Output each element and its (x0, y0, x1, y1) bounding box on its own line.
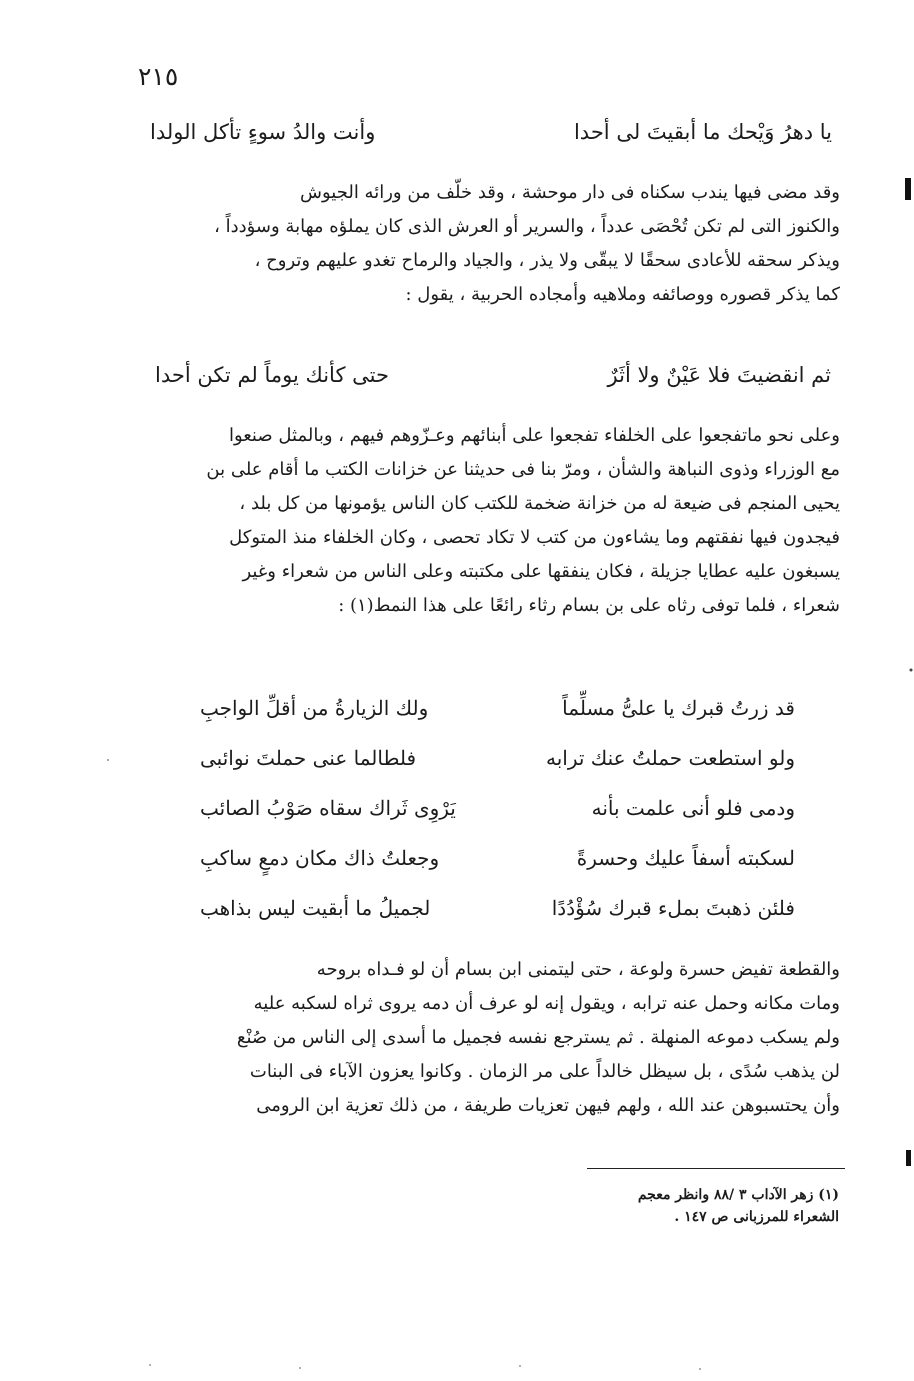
paragraph-3-line: ومات مكانه وحمل عنه ترابه ، ويقول إنه لو عرف أن دمه يروى ثراه لسكبه عليه (253, 993, 840, 1014)
verse-middle (155, 360, 831, 390)
paragraph-3-line: ولم يسكب دموعه المنهلة . ثم يسترجع نفسه فجميل ما أسدى إلى الناس من صُنْع (236, 1027, 840, 1048)
verse-top-first-hemistich: يا دهرُ وَيْحك ما أبقيتَ لى أحدا (573, 120, 832, 144)
poem-verse (200, 793, 795, 843)
verse-top (150, 117, 832, 147)
poem-verse (200, 893, 795, 943)
poem-first-hemistich: قد زرتُ قبرك يا علىُّ مسلِّماً (562, 696, 795, 720)
paragraph-3-line: وأن يحتسبوهن عند الله ، ولهم فيهن تعزيات طريفة ، من ذلك تعزية ابن الرومى (256, 1095, 840, 1116)
paragraph-3-line: والقطعة تفيض حسرة ولوعة ، حتى ليتمنى ابن بسام أن لو فـداه بروحه (316, 959, 840, 980)
poem-first-hemistich: ودمى فلو أنى علمت بأنه (591, 796, 795, 820)
paragraph-1-line: والكنوز التى لم تكن تُحْصَى عدداً ، والسرير أو العرش الذى كان يملؤه مهابة وسؤدداً ، (214, 216, 840, 237)
verse-middle-first-hemistich: ثم انقضيتَ فلا عَيْنٌ ولا أثَرٌ (607, 363, 831, 387)
poem-verse (200, 843, 795, 893)
paragraph-2-line: يحيى المنجم فى ضيعة له من خزانة ضخمة للكتب كان الناس يؤمونها من كل بلد ، (239, 493, 840, 514)
footnote-line: الشعراء للمرزبانى ص ١٤٧ . (674, 1209, 839, 1225)
footnote (638, 1184, 839, 1228)
poem-verse (200, 743, 795, 793)
paragraph-2-line: شعراء ، فلما توفى رثاه على بن بسام رثاء رائعًا على هذا النمط(١) : (338, 595, 840, 616)
paragraph-2-line: فيجدون فيها نفقتهم وما يشاءون من كتب لا تكاد تحصى ، وكان الخلفاء منذ المتوكل (229, 527, 840, 548)
paragraph-2 (157, 419, 840, 623)
verse-middle-second-hemistich: حتى كأنك يوماً لم تكن أحدا (155, 363, 389, 387)
poem-second-hemistich: فلطالما عنى حملتَ نوائبى (200, 746, 417, 770)
footnote-divider (587, 1168, 845, 1169)
poem-first-hemistich: لسكبته أسفاً عليك وحسرةً (576, 846, 795, 870)
poem-second-hemistich: يَرْوِى ثَراك سقاه صَوْبُ الصائب (200, 796, 456, 820)
verse-top-second-hemistich: وأنت والدُ سوءٍ تأكل الولدا (150, 120, 376, 144)
page-number: ٢١٥ (138, 62, 179, 91)
poem-second-hemistich: لجميلُ ما أبقيت ليس بذاهب (200, 896, 431, 920)
paragraph-1-line: ويذكر سحقه للأعادى سحقًا لا يبقّى ولا يذر ، والجياد والرماح تغدو عليهم وتروح ، (254, 250, 840, 271)
poem-verse (200, 693, 795, 743)
poem-second-hemistich: ولك الزيارةُ من أقلِّ الواجبِ (200, 696, 429, 720)
poem-first-hemistich: فلئن ذهبتَ بملء قبرك سُؤْدُدًا (551, 896, 795, 920)
paragraph-2-line: مع الوزراء وذوى النباهة والشأن ، ومرّ بنا فى حديثنا عن خزانات الكتب ما أقام على بن (206, 459, 840, 480)
poem-first-hemistich: ولو استطعت حملتُ عنك ترابه (545, 746, 795, 770)
paragraph-2-line: يسبغون عليه عطايا جزيلة ، فكان ينفقها على مكتبته وعلى الناس من شعراء وغير (242, 561, 840, 582)
poem (200, 693, 795, 943)
paragraph-1-line: وقد مضى فيها يندب سكناه فى دار موحشة ، وقد خلّف من ورائه الجيوش (300, 182, 840, 203)
poem-second-hemistich: وجعلتُ ذاك مكان دمعٍ ساكبِ (200, 846, 440, 870)
paragraph-2-line: وعلى نحو ماتفجعوا على الخلفاء تفجعوا على أبنائهم وعـزّوهم فيهم ، وبالمثل صنعوا (228, 425, 840, 446)
paragraph-1-line: كما يذكر قصوره ووصائفه وملاهيه وأمجاده الحربية ، يقول : (405, 284, 840, 305)
paragraph-3 (157, 953, 840, 1123)
paragraph-3-line: لن يذهب سُدًى ، بل سيظل خالداً على مر الزمان . وكانوا يعزون الآباء فى البنات (249, 1061, 840, 1082)
paragraph-1 (157, 176, 840, 312)
footnote-line: (١) زهر الآداب ٣ /٨٨ وانظر معجم (637, 1187, 839, 1203)
